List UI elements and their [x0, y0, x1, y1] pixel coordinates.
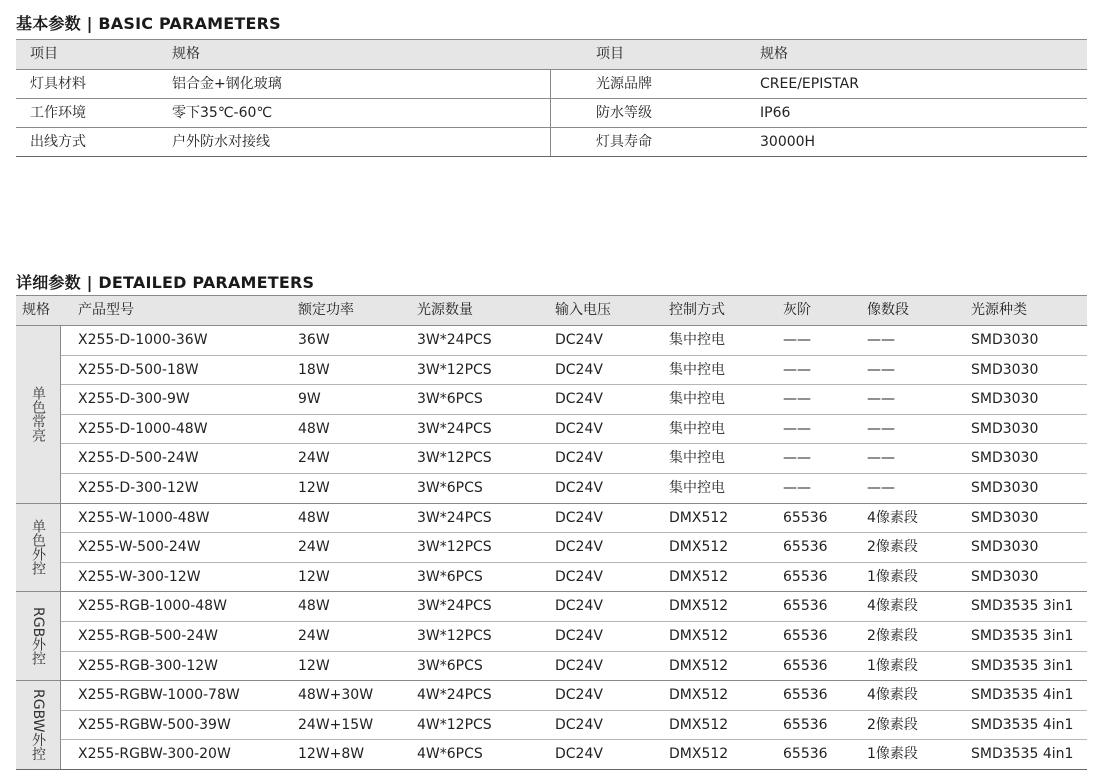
table-cell: DMX512: [669, 539, 729, 556]
table-cell: 65536: [783, 627, 828, 644]
table-header-row: [16, 39, 1087, 70]
table-cell: 出线方式: [30, 134, 86, 150]
table-cell: DC24V: [555, 568, 603, 585]
table-cell: X255-W-1000-48W: [78, 509, 210, 526]
table-cell: 12W: [298, 568, 330, 585]
table-cell: 光源品牌: [596, 76, 652, 92]
table-cell: DC24V: [555, 420, 603, 437]
header-cell: 额定功率: [298, 302, 354, 318]
table-cell: IP66: [760, 105, 791, 121]
table-cell: DMX512: [669, 687, 729, 704]
table-cell: DC24V: [555, 479, 603, 496]
table-cell: DMX512: [669, 716, 729, 733]
table-cell: 65536: [783, 539, 828, 556]
table-cell: 集中控电: [669, 332, 725, 348]
table-cell: 1像素段: [867, 657, 918, 674]
group-label-text: RGBW外控: [30, 689, 46, 761]
table-row: [61, 444, 1087, 474]
table-cell: 2像素段: [867, 539, 918, 556]
table-cell: 零下35℃-60℃: [172, 105, 273, 121]
table-cell: DC24V: [555, 746, 603, 763]
table-cell: X255-D-1000-48W: [78, 420, 208, 437]
table-row: [61, 652, 1087, 681]
table-cell: SMD3535 3in1: [971, 598, 1074, 615]
table-cell: 集中控电: [669, 450, 725, 467]
table-cell: 3W*6PCS: [417, 391, 483, 408]
table-cell: X255-W-500-24W: [78, 539, 201, 556]
table-cell: 3W*24PCS: [417, 598, 492, 615]
table-cell: 3W*12PCS: [417, 361, 492, 378]
group-label: [16, 326, 61, 503]
table-cell: SMD3030: [971, 420, 1039, 437]
table-cell: SMD3030: [971, 391, 1039, 408]
table-cell: SMD3535 4in1: [971, 716, 1074, 733]
table-cell: 36W: [298, 332, 330, 348]
table-cell: SMD3030: [971, 568, 1039, 585]
table-cell: DC24V: [555, 332, 603, 348]
table-cell: ——: [783, 361, 811, 378]
header-cell: 规格: [760, 46, 788, 62]
header-cell: 像数段: [867, 302, 909, 318]
table-row: [61, 415, 1087, 445]
header-cell: 项目: [596, 46, 624, 62]
table-row: [61, 681, 1087, 711]
table-cell: X255-RGB-300-12W: [78, 657, 219, 674]
table-row: [61, 711, 1087, 741]
table-cell: 3W*6PCS: [417, 479, 483, 496]
table-cell: ——: [783, 391, 811, 408]
table-header-row: [16, 295, 1087, 326]
table-cell: 3W*24PCS: [417, 420, 492, 437]
table-cell: 3W*24PCS: [417, 509, 492, 526]
table-cell: 18W: [298, 361, 330, 378]
table-cell: 集中控电: [669, 479, 725, 496]
table-cell: DC24V: [555, 716, 603, 733]
table-cell: 65536: [783, 746, 828, 763]
table-cell: X255-D-1000-36W: [78, 332, 208, 348]
table-cell: X255-W-300-12W: [78, 568, 201, 585]
spec-group: [16, 504, 1087, 593]
table-cell: X255-D-300-9W: [78, 391, 190, 408]
table-cell: SMD3535 4in1: [971, 746, 1074, 763]
table-cell: 65536: [783, 657, 828, 674]
group-label: [16, 504, 61, 592]
table-cell: 9W: [298, 391, 321, 408]
group-label-text: RGB外控: [30, 607, 46, 666]
table-cell: CREE/EPISTAR: [760, 76, 859, 92]
table-cell: 3W*24PCS: [417, 332, 492, 348]
table-row: [61, 533, 1087, 563]
header-cell: 项目: [30, 46, 58, 62]
table-cell: 铝合金+钢化玻璃: [172, 76, 282, 92]
table-cell: 30000H: [760, 134, 816, 150]
table-cell: 集中控电: [669, 420, 725, 437]
table-cell: ——: [783, 332, 811, 348]
table-cell: X255-RGB-500-24W: [78, 627, 219, 644]
table-cell: 3W*6PCS: [417, 568, 483, 585]
table-cell: DMX512: [669, 627, 729, 644]
table-cell: 4W*6PCS: [417, 746, 483, 763]
table-cell: X255-D-300-12W: [78, 479, 199, 496]
table-row: [61, 592, 1087, 622]
table-cell: 1像素段: [867, 746, 918, 763]
table-cell: DMX512: [669, 746, 729, 763]
header-cell: 输入电压: [555, 302, 611, 318]
table-cell: 65536: [783, 568, 828, 585]
table-cell: 户外防水对接线: [172, 134, 270, 150]
table-cell: 24W: [298, 450, 330, 467]
group-label: [16, 681, 61, 769]
table-cell: SMD3030: [971, 332, 1039, 348]
table-cell: X255-RGBW-1000-78W: [78, 687, 240, 704]
table-cell: DC24V: [555, 687, 603, 704]
header-cell: 规格: [172, 46, 200, 62]
table-cell: ——: [783, 420, 811, 437]
table-cell: DMX512: [669, 568, 729, 585]
table-cell: DMX512: [669, 657, 729, 674]
table-row: [61, 474, 1087, 503]
header-cell: 控制方式: [669, 302, 725, 318]
table-cell: ——: [783, 479, 811, 496]
table-cell: ——: [783, 450, 811, 467]
table-cell: 24W+15W: [298, 716, 374, 733]
header-cell: 产品型号: [78, 302, 134, 318]
header-cell: 规格: [22, 302, 50, 318]
table-cell: ——: [867, 450, 895, 467]
table-cell: DC24V: [555, 657, 603, 674]
table-cell: X255-RGBW-500-39W: [78, 716, 231, 733]
table-cell: 48W: [298, 598, 330, 615]
basic-parameters-title: 基本参数 | BASIC PARAMETERS: [16, 14, 281, 33]
table-cell: 3W*6PCS: [417, 657, 483, 674]
spec-group: [16, 681, 1087, 769]
table-cell: 48W: [298, 509, 330, 526]
spec-group: [16, 592, 1087, 681]
table-row: [61, 504, 1087, 534]
table-cell: DC24V: [555, 539, 603, 556]
table-row: [61, 385, 1087, 415]
table-cell: 2像素段: [867, 716, 918, 733]
table-cell: ——: [867, 391, 895, 408]
table-cell: SMD3535 3in1: [971, 657, 1074, 674]
table-cell: SMD3030: [971, 361, 1039, 378]
table-row: [61, 356, 1087, 386]
table-cell: DMX512: [669, 598, 729, 615]
table-cell: 3W*12PCS: [417, 539, 492, 556]
table-cell: 防水等级: [596, 105, 652, 121]
table-cell: SMD3030: [971, 509, 1039, 526]
table-cell: DMX512: [669, 509, 729, 526]
table-cell: SMD3535 3in1: [971, 627, 1074, 644]
table-cell: 24W: [298, 627, 330, 644]
table-cell: DC24V: [555, 450, 603, 467]
table-cell: 4W*24PCS: [417, 687, 492, 704]
table-cell: 3W*12PCS: [417, 450, 492, 467]
spec-group: [16, 326, 1087, 504]
table-cell: 2像素段: [867, 627, 918, 644]
group-label-text: 单色常亮: [30, 386, 46, 443]
header-cell: 光源数量: [417, 302, 473, 318]
table-cell: 3W*12PCS: [417, 627, 492, 644]
table-cell: ——: [867, 332, 895, 348]
table-row: [16, 128, 1087, 157]
group-label: [16, 592, 61, 680]
table-cell: SMD3030: [971, 450, 1039, 467]
table-cell: 48W+30W: [298, 687, 374, 704]
header-cell: 光源种类: [971, 302, 1027, 318]
table-row: [61, 563, 1087, 592]
table-cell: 12W: [298, 657, 330, 674]
table-cell: 集中控电: [669, 361, 725, 378]
table-row: [16, 99, 1087, 128]
table-cell: DC24V: [555, 598, 603, 615]
table-row: [61, 740, 1087, 769]
table-cell: DC24V: [555, 627, 603, 644]
table-cell: 1像素段: [867, 568, 918, 585]
table-cell: X255-RGB-1000-48W: [78, 598, 227, 615]
table-cell: 65536: [783, 509, 828, 526]
table-cell: SMD3030: [971, 479, 1039, 496]
detailed-parameters-table: [16, 295, 1087, 770]
table-cell: 65536: [783, 716, 828, 733]
table-cell: 12W+8W: [298, 746, 365, 763]
table-cell: 4像素段: [867, 598, 918, 615]
table-cell: DC24V: [555, 509, 603, 526]
group-label-text: 单色外控: [30, 519, 46, 576]
table-cell: DC24V: [555, 391, 603, 408]
table-cell: X255-D-500-24W: [78, 450, 199, 467]
table-cell: ——: [867, 361, 895, 378]
table-cell: ——: [867, 479, 895, 496]
table-cell: DC24V: [555, 361, 603, 378]
table-cell: 65536: [783, 598, 828, 615]
table-cell: 12W: [298, 479, 330, 496]
table-cell: 集中控电: [669, 391, 725, 408]
table-cell: 4W*12PCS: [417, 716, 492, 733]
table-cell: 灯具寿命: [596, 134, 652, 150]
table-cell: 65536: [783, 687, 828, 704]
table-row: [61, 622, 1087, 652]
table-cell: ——: [867, 420, 895, 437]
table-cell: X255-D-500-18W: [78, 361, 199, 378]
table-cell: 24W: [298, 539, 330, 556]
table-cell: 灯具材料: [30, 76, 86, 92]
table-cell: X255-RGBW-300-20W: [78, 746, 231, 763]
table-cell: SMD3535 4in1: [971, 687, 1074, 704]
table-cell: SMD3030: [971, 539, 1039, 556]
table-cell: 4像素段: [867, 687, 918, 704]
table-row: [16, 70, 1087, 99]
header-cell: 灰阶: [783, 302, 811, 318]
basic-parameters-table: [16, 39, 1087, 157]
table-row: [61, 326, 1087, 356]
table-cell: 48W: [298, 420, 330, 437]
table-cell: 4像素段: [867, 509, 918, 526]
table-cell: 工作环境: [30, 105, 86, 121]
detailed-parameters-title: 详细参数 | DETAILED PARAMETERS: [16, 273, 315, 292]
